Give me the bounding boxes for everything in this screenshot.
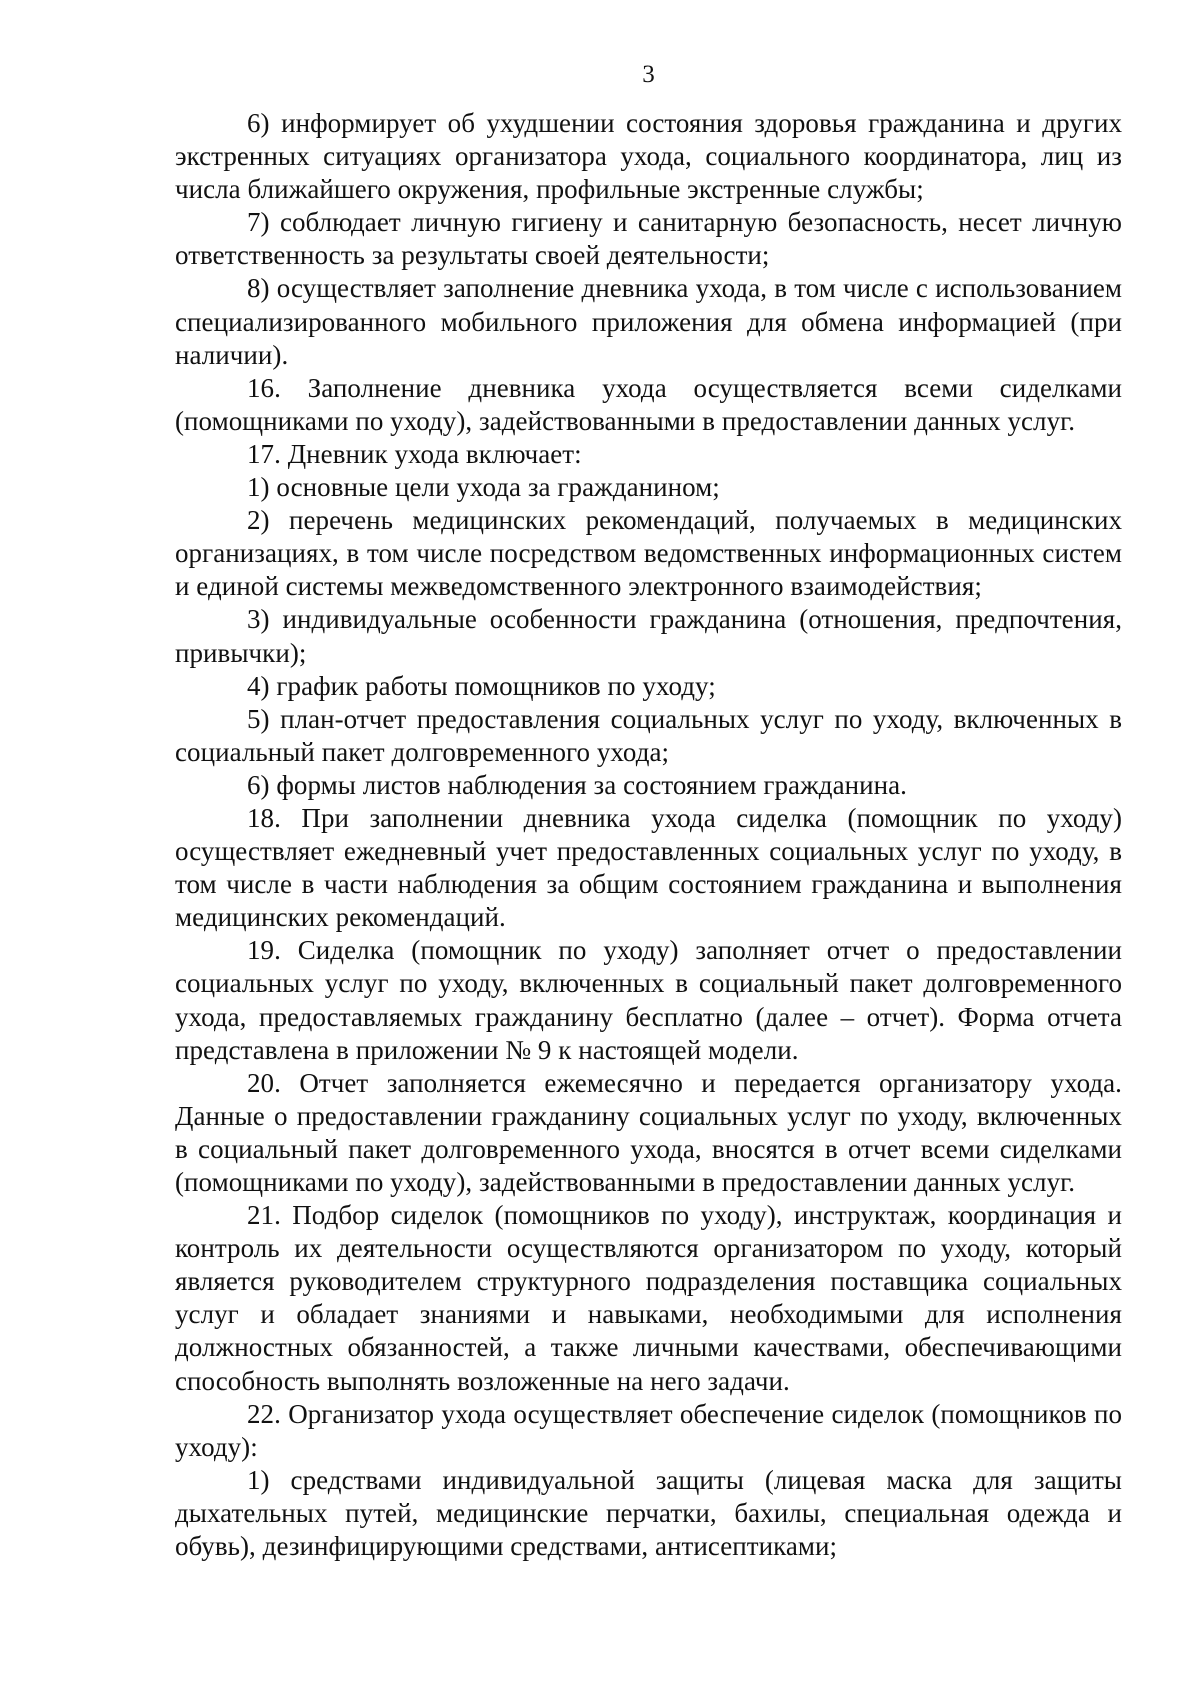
paragraph: 1) средствами индивидуальной защиты (лицевая маска для защиты дыхательных путей, медицинские перчатки, бахилы, специальная одежда и обувь), дезинфицирующими средствами, антисептиками; [175,1464,1122,1562]
paragraph: 20. Отчет заполняется ежемесячно и передается организатору ухода. Данные о предоставлении гражданину социальных услуг по уходу, включенных в социальный пакет долговременного ухода, вносятся в отчет всеми сиделками (помощниками по уходу), задействованными в предоставлении данных услуг. [175,1067,1122,1197]
paragraph: 22. Организатор ухода осуществляет обеспечение сиделок (помощников по уходу): [175,1398,1122,1462]
paragraph: 6) информирует об ухудшении состояния здоровья гражданина и других экстренных ситуациях организатора ухода, социального координатора, лиц из числа ближайшего окружения, профильные экстренные службы; [175,108,1122,205]
paragraph: 5) план-отчет предоставления социальных услуг по уходу, включенных в социальный пакет долговременного ухода; [175,703,1122,767]
paragraph: 7) соблюдает личную гигиену и санитарную безопасность, несет личную ответственность за результаты своей деятельности; [175,207,1122,271]
page-number: 3 [642,61,655,88]
document-page [175,60,1122,1563]
paragraph: 17. Дневник ухода включает: [247,438,582,469]
paragraph: 8) осуществляет заполнение дневника ухода, в том числе с использованием специализированного мобильного приложения для обмена информацией (при наличии). [175,273,1122,370]
paragraph: 19. Сиделка (помощник по уходу) заполняет отчет о предоставлении социальных услуг по уходу, включенных в социальный пакет долговременного ухода, предоставляемых гражданину бесплатно (далее – отчет). Форма отчета представлена в приложении № 9 к настоящей модели. [175,935,1122,1065]
paragraph: 18. При заполнении дневника ухода сиделка (помощник по уходу) осуществляет ежедневный учет предоставленных социальных услуг по уходу, в том числе в части наблюдения за общим состоянием гражданина и выполнения медицинских рекомендаций. [175,802,1122,933]
paragraph: 3) индивидуальные особенности гражданина (отношения, предпочтения, привычки); [175,604,1122,668]
paragraph: 2) перечень медицинских рекомендаций, получаемых в медицинских организациях, в том числе посредством ведомственных информационных систем и единой системы межведомственного электронного взаимодействия; [175,505,1122,602]
paragraph: 21. Подбор сиделок (помощников по уходу), инструктаж, координация и контроль их деятельности осуществляются организатором по уходу, который является руководителем структурного подразделения поставщика социальных услуг и обладает знаниями и навыками, необходимыми для исполнения должностных обязанностей, а также личными качествами, обеспечивающими способность выполнять возложенные на него задачи. [175,1200,1122,1396]
paragraph: 4) график работы помощников по уходу; [247,670,716,701]
paragraph: 1) основные цели ухода за гражданином; [247,472,720,503]
document-body [175,107,1122,1563]
paragraph: 6) формы листов наблюдения за состоянием гражданина. [247,769,907,800]
paragraph: 16. Заполнение дневника ухода осуществляется всеми сиделками (помощниками по уходу), задействованными в предоставлении данных услуг. [175,372,1122,436]
